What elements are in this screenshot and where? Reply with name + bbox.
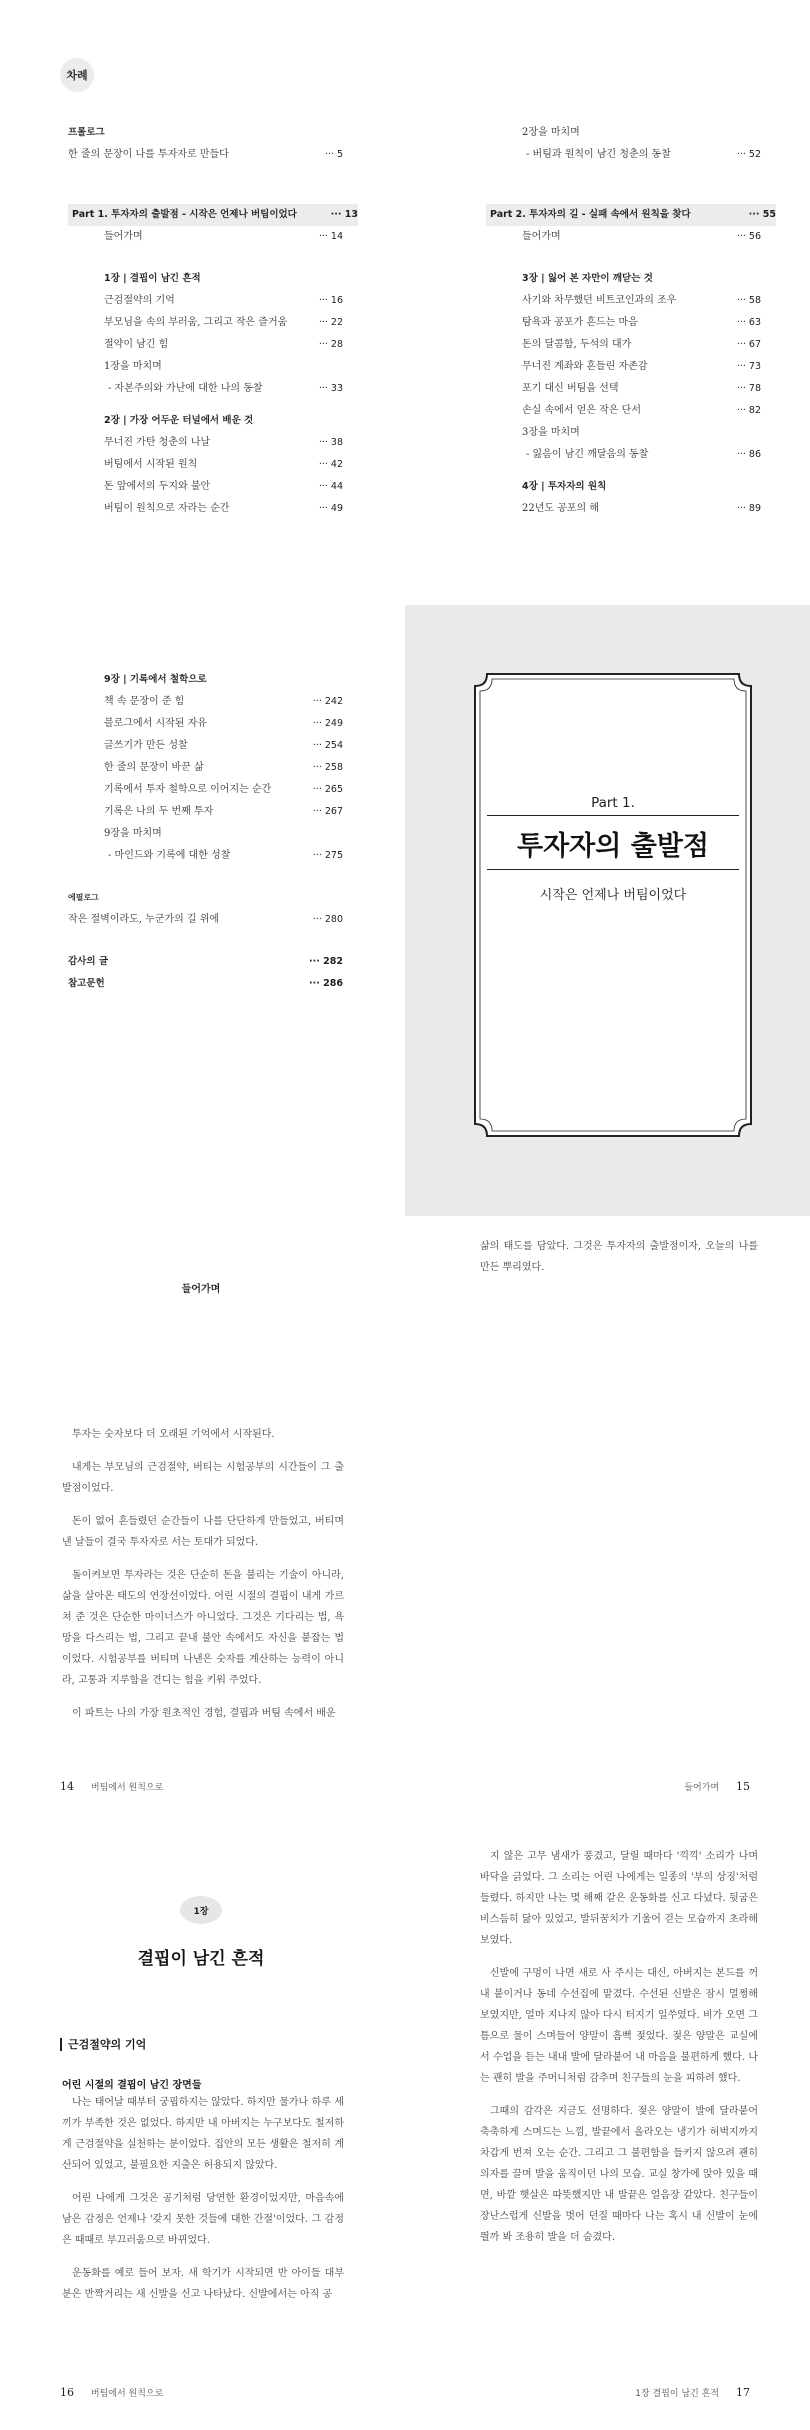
toc-spacer (68, 867, 343, 887)
toc-entry[interactable] (68, 432, 343, 454)
toc-entry-title: 4장 | 투자자의 원칙 (522, 481, 607, 492)
toc-entry-title: 2장을 마치며 (522, 127, 580, 138)
toc-entry-title: 3장 | 잃어 본 자만이 깨닫는 것 (522, 273, 653, 284)
toc-entry-title: - 잃음이 남긴 깨달음의 동찰 (526, 449, 649, 460)
toc-entry[interactable] (68, 312, 343, 334)
toc-entry[interactable] (68, 334, 343, 356)
toc-entry[interactable] (68, 735, 343, 757)
toc-entry[interactable] (486, 204, 776, 226)
paragraph: 운동화를 예로 들어 보자. 새 학기가 시작되면 반 아이들 대부분은 반짝거리는 새 신발을 신고 나타났다. 신발에서는 아직 공 (62, 2268, 344, 2300)
toc-entry[interactable] (68, 909, 343, 931)
toc-entry-page: ··· 249 (312, 718, 343, 729)
toc-entry[interactable] (486, 476, 761, 498)
toc-entry-title: 포기 대신 버팀을 선택 (522, 383, 619, 394)
chapter-right-text (480, 1846, 758, 2260)
paragraph: 신발에 구멍이 나면 새로 사 주시는 대신, 아버지는 본드를 꺼내 붙이거나 동네 수선집에 맡겼다. 수선된 신발은 잠시 멀쩡해 보였지만, 얼마 지나지 않아 다시 터지기 일쑤였다. 비가 오면 그 틈으로 물이 스며들어 양말이 흠뻑 젖었다. 젖은 양말은 교실에서 수업을 듣는 내내 발에 달라붙어 내 마음을 불편하게 했다. 나는 괜히 발을 주머니처럼 감추며 친구들의 눈을 피하려 했다. (480, 1968, 758, 2084)
page-number: 14 (60, 1780, 74, 1793)
paragraph: 이 파트는 나의 가장 원초적인 경험, 결핍과 버팀 속에서 배운 (72, 1708, 336, 1719)
toc-spread (0, 0, 810, 605)
toc-left-column (68, 122, 358, 520)
paragraph: 그때의 감각은 지금도 선명하다. 젖은 양말이 발에 달라붙어 축축하게 스며드는 느낌, 발끝에서 올라오는 냉기가 허벅지까지 차갑게 번져 오는 순간. 그리고 그 불편함을 들키지 않으려 괜히 의자를 끌며 발을 움직이던 나의 모습. 교실 창가에 앉아 있을 때면, 바깥 햇살은 따뜻했지만 내 발끝은 얼음장 같았다. 친구들이 장난스럽게 신발을 벗어 던질 때마다 나는 혹시 내 신발이 눈에 띌까 봐 조용히 발을 더 숨겼다. (480, 2106, 758, 2243)
toc-entry[interactable] (68, 454, 343, 476)
toc-entry-title: 블로그에서 시작된 자유 (104, 718, 207, 729)
toc-entry-page: ··· 52 (736, 149, 761, 160)
toc-entry-title: 책 속 문장이 준 힘 (104, 696, 185, 707)
running-head: 버팀에서 원칙으로 (90, 2389, 164, 2399)
toc-entry-title: 돈 앞에서의 두지와 불안 (104, 481, 211, 492)
toc-entry-page: ··· 78 (736, 383, 761, 394)
toc-part-spread (0, 605, 810, 1216)
toc-entry-page: ··· 63 (736, 317, 761, 328)
toc-entry[interactable] (68, 845, 343, 867)
toc-entry-title: 1장 | 결핍이 남긴 흔적 (104, 273, 201, 284)
toc-right-column (486, 122, 776, 520)
toc-entry[interactable] (68, 823, 343, 845)
toc-entry-page: ··· 280 (312, 914, 343, 925)
toc-entry[interactable] (68, 122, 343, 144)
toc-entry[interactable] (68, 204, 358, 226)
frame-border (473, 672, 753, 1138)
part-label: Part 1. (591, 795, 635, 811)
intro-footer-left (60, 1780, 163, 1793)
toc-entry[interactable] (68, 757, 343, 779)
paragraph: 내게는 부모님의 근검절약, 버티는 시험공부의 시간들이 그 출발점이었다. (62, 1462, 344, 1494)
intro-footer-right (684, 1780, 750, 1793)
toc-entry-title: 버팀이 원칙으로 자라는 순간 (104, 503, 230, 514)
running-head: 1장 결핍이 남긴 흔적 (635, 2389, 720, 2399)
toc-entry[interactable] (486, 268, 761, 290)
toc-entry[interactable] (486, 378, 761, 400)
toc-entry-title: 무너진 가탄 청춘의 나날 (104, 437, 211, 448)
page-number: 15 (736, 1780, 750, 1793)
toc-entry-page: ··· 267 (312, 806, 343, 817)
toc-entry-page: ··· 14 (318, 231, 343, 242)
part-subtitle: 시작은 언제나 버팀이었다 (539, 888, 687, 903)
toc-entry-title: 기록은 나의 두 번째 투자 (104, 806, 214, 817)
intro-spread (0, 1216, 810, 1826)
toc-entry-title: 손실 속에서 얻은 작은 단서 (522, 405, 641, 416)
toc-entry-title: 작은 절벽이라도, 누군가의 길 위에 (68, 914, 220, 925)
toc-entry-page: ··· 49 (318, 503, 343, 514)
toc-entry-page: ··· 286 (309, 978, 343, 989)
toc-entry-title: 9장을 마치며 (104, 828, 162, 839)
paragraph: 나는 태어날 때부터 궁핍하지는 않았다. 하지만 물가나 하루 세끼가 부족한 것은 없었다. 하지만 내 아버지는 누구보다도 철저하게 근검절약을 실천하는 분이었다. 집안의 모든 생활은 철저히 계산되어 있었고, 불필요한 지출은 허용되지 않았다. (62, 2097, 344, 2171)
page-number: 16 (60, 2386, 74, 2399)
toc-entry-title: 감사의 글 (68, 956, 109, 967)
toc-spacer (486, 248, 761, 268)
toc-entry[interactable] (68, 973, 343, 995)
toc-spacer (486, 466, 761, 476)
toc-entry-title: 근검절약의 기억 (104, 295, 175, 306)
running-head: 들어가며 (684, 1783, 720, 1793)
toc-entry[interactable] (486, 334, 761, 356)
toc-entry-title: 1장을 마치며 (104, 361, 162, 372)
intro-body-text (62, 1424, 344, 1736)
toc-entry[interactable] (486, 498, 761, 520)
chapter-footer-right (635, 2386, 750, 2399)
toc-entry[interactable] (68, 356, 343, 378)
chapter-title: 결핍이 남긴 흔적 (137, 1949, 265, 1969)
section-heading: 근검절약의 기억 (60, 2038, 146, 2051)
toc-entry-page: ··· 13 (330, 209, 358, 220)
toc-entry-page: ··· 38 (318, 437, 343, 448)
toc-entry[interactable] (68, 476, 343, 498)
toc-entry-title: 2장 | 가장 어두운 터널에서 배운 것 (104, 415, 254, 426)
toc-entry-page: ··· 275 (312, 850, 343, 861)
toc-entry-page: ··· 5 (324, 149, 343, 160)
toc-entry-page: ··· 86 (736, 449, 761, 460)
toc-entry[interactable] (486, 226, 761, 248)
toc-entry[interactable] (68, 144, 343, 166)
chapter1-spread (0, 1826, 810, 2430)
toc-entry[interactable] (68, 669, 343, 691)
ornate-frame (473, 672, 753, 1138)
toc-spacer (68, 400, 343, 410)
toc-entry-title: - 자본주의와 가난에 대한 나의 동찰 (108, 383, 263, 394)
toc-entry[interactable] (68, 290, 343, 312)
toc-entry-title: 사기와 차무했던 비트코인과의 조우 (522, 295, 677, 306)
toc-entry-title: Part 2. 투자자의 길 - 실패 속에서 원칙을 찾다 (490, 209, 691, 220)
toc-entry-page: ··· 55 (748, 209, 776, 220)
toc-entry-title: 무너진 계좌와 흔들린 자존감 (522, 361, 648, 372)
toc-entry-page: ··· 67 (736, 339, 761, 350)
toc-entry[interactable] (68, 226, 343, 248)
toc-entry-title: 3장을 마치며 (522, 427, 580, 438)
toc-entry-page: ··· 33 (318, 383, 343, 394)
toc-entry-title: - 버팀과 원칙이 남긴 청춘의 동찰 (526, 149, 671, 160)
divider-top (487, 815, 739, 816)
toc-entry-title: 22년도 공포의 해 (522, 503, 600, 514)
toc-entry-page: ··· 42 (318, 459, 343, 470)
toc-entry-title: 들어가며 (522, 231, 561, 242)
toc-entry-page: ··· 16 (318, 295, 343, 306)
toc-entry-title: 탐욕과 공포가 흔드는 마음 (522, 317, 638, 328)
toc-entry[interactable] (68, 378, 343, 400)
toc-entry[interactable] (68, 268, 343, 290)
paragraph: 지 않은 고무 냄새가 풍겼고, 달릴 때마다 '끽끽' 소리가 나며 바닥을 긁었다. 그 소리는 어린 나에게는 일종의 '부의 상징'처럼 들렸다. 하지만 나는 몇 해째 같은 운동화를 신고 다녔다. 뒷굽은 비스듬히 닳아 있었고, 발뒤꿈치가 기울어 걷는 모습까지 초라해 보였다. (480, 1851, 758, 1946)
paragraph: 어린 나에게 그것은 공기처럼 당연한 환경이었지만, 마음속에 남은 감정은 언제나 '갖지 못한 것들에 대한 간절'이었다. 그 감정은 때때로 부끄러움으로 바뀌었다. (62, 2193, 344, 2246)
toc-entry-page: ··· 22 (318, 317, 343, 328)
toc-spacer (486, 166, 761, 204)
toc-entry-page: ··· 44 (318, 481, 343, 492)
toc-entry-title: 돈의 달콤함, 두석의 대가 (522, 339, 632, 350)
toc-entry-page: ··· 89 (736, 503, 761, 514)
toc-entry-title: 부모님을 속의 부러움, 그리고 작은 즐거움 (104, 317, 288, 328)
toc-entry[interactable] (486, 356, 761, 378)
toc-entry[interactable] (68, 713, 343, 735)
toc-entry[interactable] (68, 887, 343, 909)
toc-entry-page: ··· 58 (736, 295, 761, 306)
paragraph: 투자는 숫자보다 더 오래된 기억에서 시작된다. (72, 1429, 275, 1440)
running-head: 버팀에서 원칙으로 (90, 1783, 164, 1793)
part-title-page (405, 605, 810, 1216)
toc-entry[interactable] (486, 144, 761, 166)
toc-entry-page: ··· 28 (318, 339, 343, 350)
toc-entry-page: ··· 82 (736, 405, 761, 416)
paragraph: 돈이 없어 흔들렸던 순간들이 나를 단단하게 만들었고, 버티며 낸 날들이 결국 투자자로 서는 토대가 되었다. (62, 1516, 344, 1548)
toc-badge: 차례 (60, 58, 94, 92)
toc-entry-title: 한 줄의 문장이 나를 투자자로 만들다 (68, 149, 229, 160)
toc-entry-title: 한 줄의 문장이 바꾼 삶 (104, 762, 204, 773)
toc-entry[interactable] (486, 422, 761, 444)
toc-entry-title: 절약이 남긴 힘 (104, 339, 169, 350)
toc-entry[interactable] (486, 122, 761, 144)
toc-entry-title: 에필로그 (68, 893, 99, 902)
intro-title: 들어가며 (181, 1284, 221, 1295)
toc-entry-title: 들어가며 (104, 231, 143, 242)
page-number: 17 (736, 2386, 750, 2399)
toc-entry-page: ··· 282 (309, 956, 343, 967)
toc-spacer (68, 931, 343, 951)
toc-spacer (68, 166, 343, 204)
toc-entry-page: ··· 242 (312, 696, 343, 707)
toc-entry[interactable] (68, 498, 343, 520)
toc-entry[interactable] (68, 951, 343, 973)
chapter-left-text (62, 2092, 344, 2317)
toc-entry[interactable] (68, 410, 343, 432)
toc-entry-title: - 마인드와 기록에 대한 성찰 (108, 850, 231, 861)
toc-continued-column (68, 669, 343, 995)
toc-entry-page: ··· 254 (312, 740, 343, 751)
toc-entry[interactable] (486, 400, 761, 422)
intro-right-paragraph: 삶의 태도를 담았다. 그것은 투자자의 출발점이자, 오늘의 나를 만든 뿌리였다. (480, 1241, 758, 1273)
toc-entry-page: ··· 73 (736, 361, 761, 372)
toc-spacer (68, 248, 343, 268)
toc-entry-page: ··· 265 (312, 784, 343, 795)
toc-entry-title: 기록에서 투자 철학으로 이어지는 순간 (104, 784, 272, 795)
toc-entry-title: 버팀에서 시작된 원칙 (104, 459, 198, 470)
toc-entry[interactable] (68, 801, 343, 823)
paragraph: 돌이켜보면 투자라는 것은 단순히 돈을 불리는 기술이 아니라, 삶을 살아온 태도의 연장선이었다. 어린 시절의 결핍이 내게 가르쳐 준 것은 단순한 마이너스가 아니었다. 그것은 기다리는 법, 욕망을 다스리는 법, 그리고 끝내 불안 속에서도 자신을 붙잡는 법이었다. 시험공부를 버티며 나낸은 숫자를 계산하는 능력이 아니라, 고통과 지루함을 견디는 힘을 키워 주었다. (62, 1570, 344, 1686)
toc-entry-title: 9장 | 기록에서 철학으로 (104, 674, 207, 685)
toc-entry[interactable] (68, 691, 343, 713)
toc-entry-title: 참고문헌 (68, 978, 105, 989)
toc-entry[interactable] (68, 779, 343, 801)
chapter-footer-left (60, 2386, 163, 2399)
toc-entry-title: 프롤로그 (68, 127, 105, 138)
toc-entry-title: Part 1. 투자자의 출발점 - 시작은 언제나 버팀이었다 (72, 209, 297, 220)
toc-entry[interactable] (486, 290, 761, 312)
subsection-heading: 어린 시절의 결핍이 남긴 장면들 (62, 2080, 202, 2091)
toc-entry[interactable] (486, 444, 761, 466)
toc-entry-page: ··· 258 (312, 762, 343, 773)
part-title: 투자자의 출발점 (517, 831, 709, 862)
intro-right-text (480, 1236, 758, 1290)
divider-bottom (487, 869, 739, 870)
chapter-badge: 1장 (180, 1896, 222, 1924)
toc-entry[interactable] (486, 312, 761, 334)
toc-entry-title: 글쓰기가 만든 성찰 (104, 740, 188, 751)
toc-entry-page: ··· 56 (736, 231, 761, 242)
